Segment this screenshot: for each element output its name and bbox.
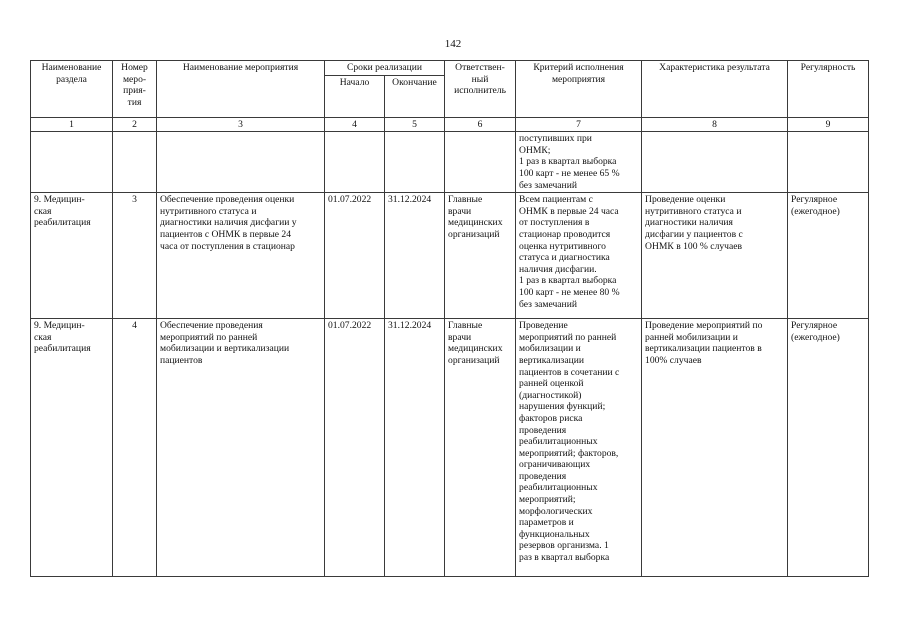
column-number: 5 xyxy=(385,117,445,132)
cell-responsible xyxy=(445,132,516,193)
cell-start: 01.07.2022 xyxy=(325,319,385,577)
cell-responsible: Главные врачи медицинских организаций xyxy=(445,193,516,319)
header-row xyxy=(31,61,869,76)
cell-result: Проведение оценки нутритивного статуса и диагностики наличия дисфагии у пациентов с ОНМК в 100 % случаев xyxy=(642,193,788,319)
header-criterion: Критерий исполнения мероприятия xyxy=(516,61,642,118)
cell-end: 31.12.2024 xyxy=(385,193,445,319)
cell-result xyxy=(642,132,788,193)
cell-criterion: Проведение мероприятий по ранней мобилизации и вертикализации пациентов в сочетании с ранней оценкой (диагностикой) нарушения функций; факторов риска проведения реабилитационных мероприятий; факторов, ограничивающих проведения реабилитационных мероприятий; морфологических параметров и функциональных резервов организма. 1 раз в квартал выборка xyxy=(516,319,642,577)
cell-number: 3 xyxy=(113,193,157,319)
column-number: 7 xyxy=(516,117,642,132)
table-row xyxy=(31,193,869,319)
header-result: Характеристика результата xyxy=(642,61,788,118)
cell-regularity xyxy=(788,132,869,193)
header-number: Номер меро- прия- тия xyxy=(113,61,157,118)
cell-start: 01.07.2022 xyxy=(325,193,385,319)
column-number: 1 xyxy=(31,117,113,132)
column-number: 4 xyxy=(325,117,385,132)
column-number-row xyxy=(31,117,869,132)
page-number: 142 xyxy=(444,38,462,50)
column-number: 8 xyxy=(642,117,788,132)
cell-criterion: Всем пациентам с ОНМК в первые 24 часа от поступления в стационар проводится оценка нутритивного статуса и диагностика наличия дисфагии. 1 раз в квартал выборка 100 карт - не менее 80 % без замечаний xyxy=(516,193,642,319)
cell-number: 4 xyxy=(113,319,157,577)
column-number: 3 xyxy=(157,117,325,132)
cell-end: 31.12.2024 xyxy=(385,319,445,577)
cell-number xyxy=(113,132,157,193)
cell-activity: Обеспечение проведения мероприятий по ранней мобилизации и вертикализации пациентов xyxy=(157,319,325,577)
cell-responsible: Главные врачи медицинских организаций xyxy=(445,319,516,577)
column-number: 6 xyxy=(445,117,516,132)
activity-plan-table xyxy=(30,60,869,577)
table-row xyxy=(31,319,869,577)
header-activity: Наименование мероприятия xyxy=(157,61,325,118)
header-start: Начало xyxy=(325,75,385,117)
column-number: 9 xyxy=(788,117,869,132)
header-period: Сроки реализации xyxy=(325,61,445,76)
cell-activity: Обеспечение проведения оценки нутритивного статуса и диагностики наличия дисфагии у пациентов с ОНМК в первые 24 часа от поступления в стационар xyxy=(157,193,325,319)
header-responsible: Ответствен- ный исполнитель xyxy=(445,61,516,118)
cell-section: 9. Медицин- ская реабилитация xyxy=(31,319,113,577)
cell-start xyxy=(325,132,385,193)
cell-section xyxy=(31,132,113,193)
column-number: 2 xyxy=(113,117,157,132)
cell-activity xyxy=(157,132,325,193)
cell-regularity: Регулярное (ежегодное) xyxy=(788,193,869,319)
cell-end xyxy=(385,132,445,193)
cell-result: Проведение мероприятий по ранней мобилизации и вертикализации пациентов в 100% случаев xyxy=(642,319,788,577)
header-end: Окончание xyxy=(385,75,445,117)
header-regularity: Регулярность xyxy=(788,61,869,118)
table-row xyxy=(31,132,869,193)
header-section: Наименование раздела xyxy=(31,61,113,118)
cell-section: 9. Медицин- ская реабилитация xyxy=(31,193,113,319)
cell-criterion: поступивших при ОНМК; 1 раз в квартал выборка 100 карт - не менее 65 % без замечаний xyxy=(516,132,642,193)
cell-regularity: Регулярное (ежегодное) xyxy=(788,319,869,577)
